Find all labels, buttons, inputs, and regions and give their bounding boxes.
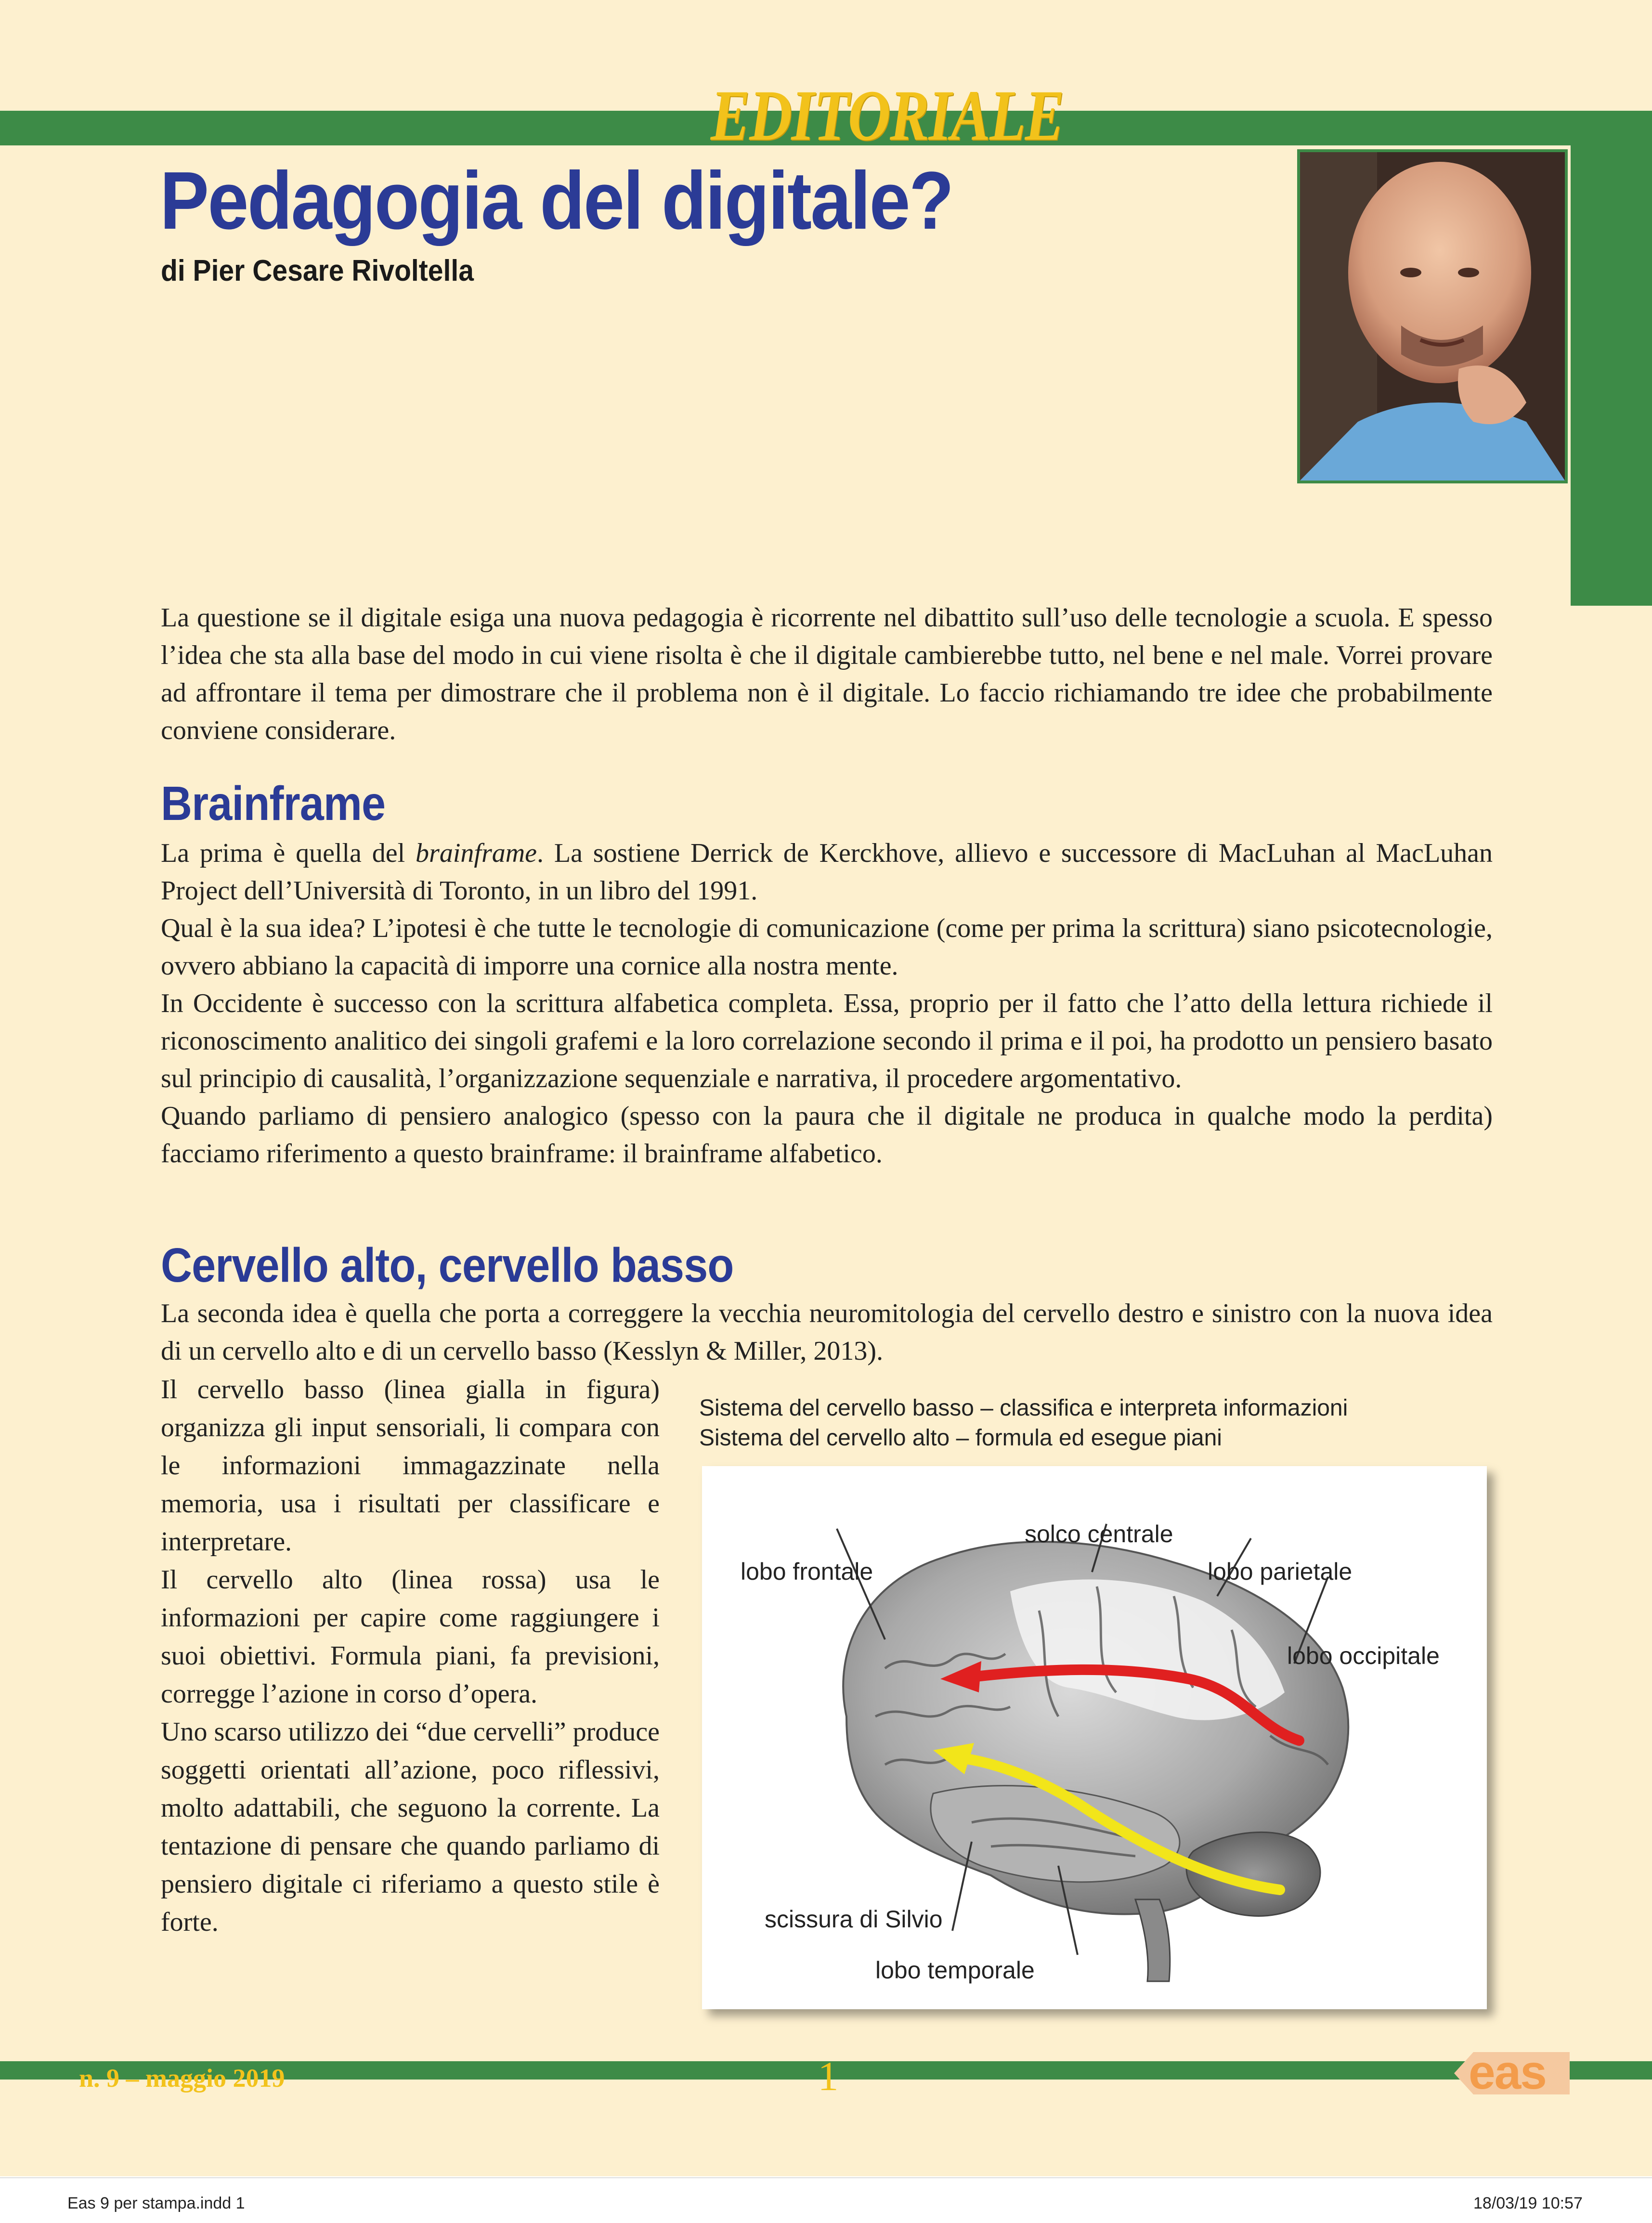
- label-lobo-frontale: lobo frontale: [741, 1558, 873, 1585]
- brainframe-p1-end: . La sostiene Derrick de Kerckhove, allievo e successore di MacLuhan al MacLuhan Project dell’Università di Toronto, in un libro del 1991.: [161, 838, 1493, 906]
- cervello-basso-paragraph: Il cervello basso (linea gialla in figura) organizza gli input sensoriali, li compara con le informazioni immagazzinate nella memoria, usa i risultati per classificare e interpretare.: [161, 1375, 660, 1557]
- label-lobo-temporale: lobo temporale: [875, 1957, 1035, 1984]
- figure-caption-line-1: Sistema del cervello basso – classifica e interpreta informazioni: [699, 1395, 1348, 1421]
- intro-paragraph: [161, 599, 1493, 749]
- section-kicker: EDITORIALE: [710, 76, 1064, 156]
- label-scissura-silvio: scissura di Silvio: [765, 1906, 943, 1933]
- author-photo: [1297, 149, 1568, 483]
- print-slug-file: Eas 9 per stampa.indd 1: [67, 2194, 245, 2212]
- brainframe-p1-start: La prima è quella del: [161, 838, 416, 868]
- article-title: Pedagogia del digitale?: [160, 155, 953, 247]
- brainframe-paragraph-4: Quando parliamo di pensiero analogico (spesso con la paura che il digitale ne produca in qualche modo la perdita) facciamo riferimento a questo brainframe: il brainframe alfabetico.: [161, 1101, 1493, 1169]
- brain-figure: [702, 1466, 1487, 2009]
- brainframe-paragraph-2: Qual è la sua idea? L’ipotesi è che tutte le tecnologie di comunicazione (come per prima la scrittura) siano psicotecnologie, ovvero abbiano la capacità di imporre una cornice alla nostra mente.: [161, 913, 1493, 981]
- print-slug-date: 18/03/19 10:57: [1473, 2194, 1583, 2212]
- section-heading-brainframe: Brainframe: [161, 777, 386, 831]
- cervello-paragraph-1: La seconda idea è quella che porta a correggere la vecchia neuromitologia del cervello destro e sinistro con la nuova idea di un cervello alto e di un cervello basso (Kesslyn & Miller, 2013).: [161, 1299, 1493, 1366]
- issue-date: n. 9 – maggio 2019: [79, 2064, 285, 2093]
- page-number: 1: [818, 2053, 839, 2099]
- author-byline: di Pier Cesare Rivoltella: [161, 254, 474, 287]
- eas-logo: eas: [1469, 2045, 1546, 2099]
- author-portrait-illustration: [1300, 152, 1565, 481]
- section-brainframe-body: [161, 834, 1493, 1172]
- right-green-tab: [1571, 111, 1652, 606]
- brainframe-paragraph-1: [161, 834, 1493, 910]
- cervello-column-text: [161, 1371, 660, 1941]
- label-lobo-parietale: lobo parietale: [1208, 1558, 1353, 1585]
- cervello-alto-paragraph: Il cervello alto (linea rossa) usa le informazioni per capire come raggiungere i suoi obiettivi. Formula piani, fa previsioni, corregge l’azione in corso d’opera.: [161, 1565, 660, 1709]
- due-cervelli-paragraph: Uno scarso utilizzo dei “due cervelli” produce soggetti orientati all’azione, poco riflessivi, molto adattabili, che seguono la corrente. La tentazione di pensare che quando parliamo di pensiero digitale ci riferiamo a questo stile è forte.: [161, 1717, 660, 1937]
- label-solco-centrale: solco centrale: [1025, 1521, 1173, 1547]
- brainframe-term: brainframe: [416, 838, 537, 868]
- intro-text: La questione se il digitale esiga una nuova pedagogia è ricorrente nel dibattito sull’uso delle tecnologie a scuola. E spesso l’idea che sta alla base del modo in cui viene risolta è che il digitale cambierebbe tutto, nel bene e nel male. Vorrei provare ad affrontare il tema per dimostrare che il problema non è il digitale. Lo faccio richiamando tre idee che probabilmente conviene considerare.: [161, 603, 1493, 745]
- brainframe-paragraph-3: In Occidente è successo con la scrittura alfabetica completa. Essa, proprio per il fatto che l’atto della lettura richiede il riconoscimento analitico dei singoli grafemi e la loro correlazione secondo il prima e il poi, ha prodotto un pensiero basato sul principio di causalità, l’organizzazione sequenziale e narrativa, il procedere argomentativo.: [161, 988, 1493, 1093]
- figure-caption-line-2: Sistema del cervello alto – formula ed esegue piani: [699, 1425, 1222, 1451]
- figure-caption: [699, 1393, 1348, 1453]
- section-cervello-intro: [161, 1295, 1493, 1370]
- slug-separator: [0, 2177, 1652, 2178]
- section-heading-cervello: Cervello alto, cervello basso: [161, 1238, 734, 1292]
- label-lobo-occipitale: lobo occipitale: [1287, 1642, 1440, 1669]
